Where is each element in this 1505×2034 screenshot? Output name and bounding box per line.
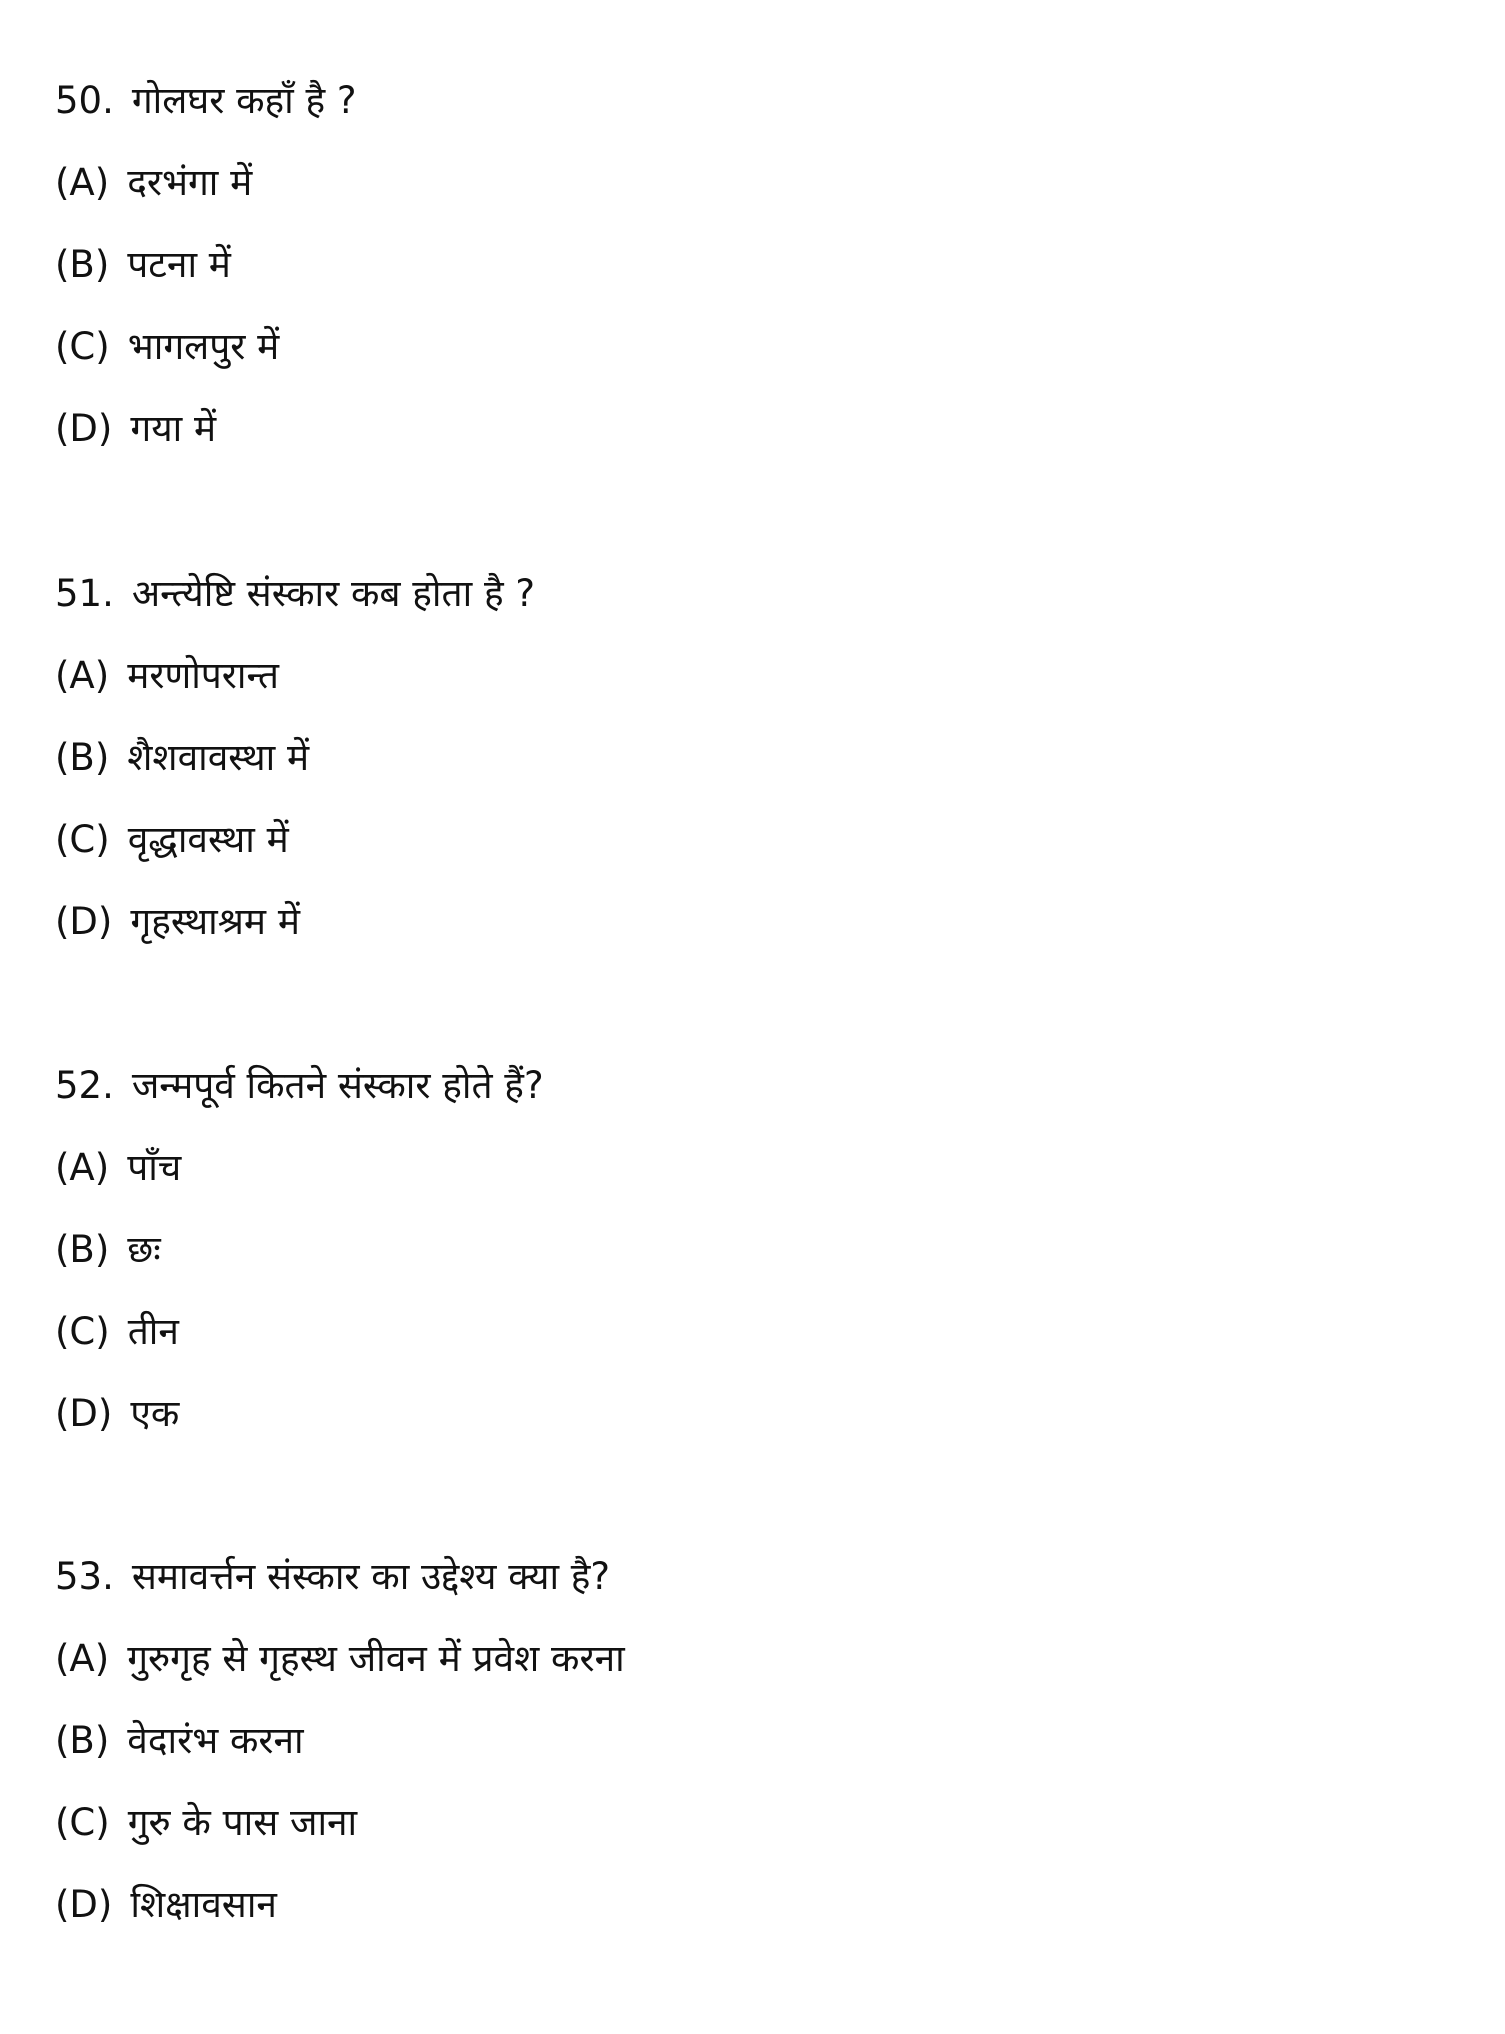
option-label: (C) — [55, 1801, 110, 1844]
question-text: समावर्त्तन संस्कार का उद्देश्य क्या है? — [131, 1555, 611, 1598]
option-label: (D) — [55, 1392, 113, 1435]
option-label: (D) — [55, 900, 113, 943]
option-line — [55, 1782, 625, 1864]
option-text: गुरुगृह से गृहस्थ जीवन में प्रवेश करना — [127, 1637, 625, 1680]
option-label: (A) — [55, 161, 110, 204]
option-text: दरभंगा में — [127, 161, 253, 204]
question-number: 50. — [55, 79, 114, 122]
option-line — [55, 1618, 625, 1700]
question-block — [55, 1536, 625, 1946]
option-text: भागलपुर में — [127, 325, 280, 368]
option-text: छः — [127, 1228, 161, 1271]
option-line — [55, 799, 535, 881]
option-line — [55, 306, 357, 388]
option-label: (C) — [55, 1310, 110, 1353]
option-text: वेदारंभ करना — [127, 1719, 304, 1762]
option-text: वृद्धावस्था में — [127, 818, 289, 861]
option-text: गृहस्थाश्रम में — [130, 900, 300, 943]
option-line — [55, 1864, 625, 1946]
option-line — [55, 388, 357, 470]
option-label: (B) — [55, 1228, 110, 1271]
option-text: शैशवावस्था में — [127, 736, 310, 779]
option-line — [55, 717, 535, 799]
option-line — [55, 881, 535, 963]
option-line — [55, 1291, 544, 1373]
option-line — [55, 1700, 625, 1782]
option-label: (A) — [55, 654, 110, 697]
option-line — [55, 142, 357, 224]
question-block — [55, 60, 357, 470]
option-text: पटना में — [127, 243, 231, 286]
option-line — [55, 635, 535, 717]
question-line — [55, 1536, 625, 1618]
option-label: (C) — [55, 818, 110, 861]
option-text: शिक्षावसान — [130, 1883, 277, 1926]
question-text: गोलघर कहाँ है ? — [131, 79, 357, 122]
question-text: अन्त्येष्टि संस्कार कब होता है ? — [131, 572, 535, 615]
option-text: गया में — [130, 407, 217, 450]
option-text: मरणोपरान्त — [127, 654, 279, 697]
option-label: (A) — [55, 1146, 110, 1189]
option-label: (C) — [55, 325, 110, 368]
option-line — [55, 224, 357, 306]
option-line — [55, 1373, 544, 1455]
question-block — [55, 553, 535, 963]
option-line — [55, 1209, 544, 1291]
question-block — [55, 1045, 544, 1455]
option-label: (B) — [55, 243, 110, 286]
question-line — [55, 553, 535, 635]
question-number: 52. — [55, 1064, 114, 1107]
option-label: (B) — [55, 1719, 110, 1762]
option-label: (D) — [55, 1883, 113, 1926]
option-text: तीन — [127, 1310, 179, 1353]
question-number: 53. — [55, 1555, 114, 1598]
question-text: जन्मपूर्व कितने संस्कार होते हैं? — [131, 1064, 544, 1107]
question-line — [55, 60, 357, 142]
option-text: एक — [130, 1392, 180, 1435]
option-text: गुरु के पास जाना — [127, 1801, 358, 1844]
option-label: (B) — [55, 736, 110, 779]
option-text: पाँच — [127, 1146, 182, 1189]
option-line — [55, 1127, 544, 1209]
option-label: (D) — [55, 407, 113, 450]
question-line — [55, 1045, 544, 1127]
question-number: 51. — [55, 572, 114, 615]
option-label: (A) — [55, 1637, 110, 1680]
